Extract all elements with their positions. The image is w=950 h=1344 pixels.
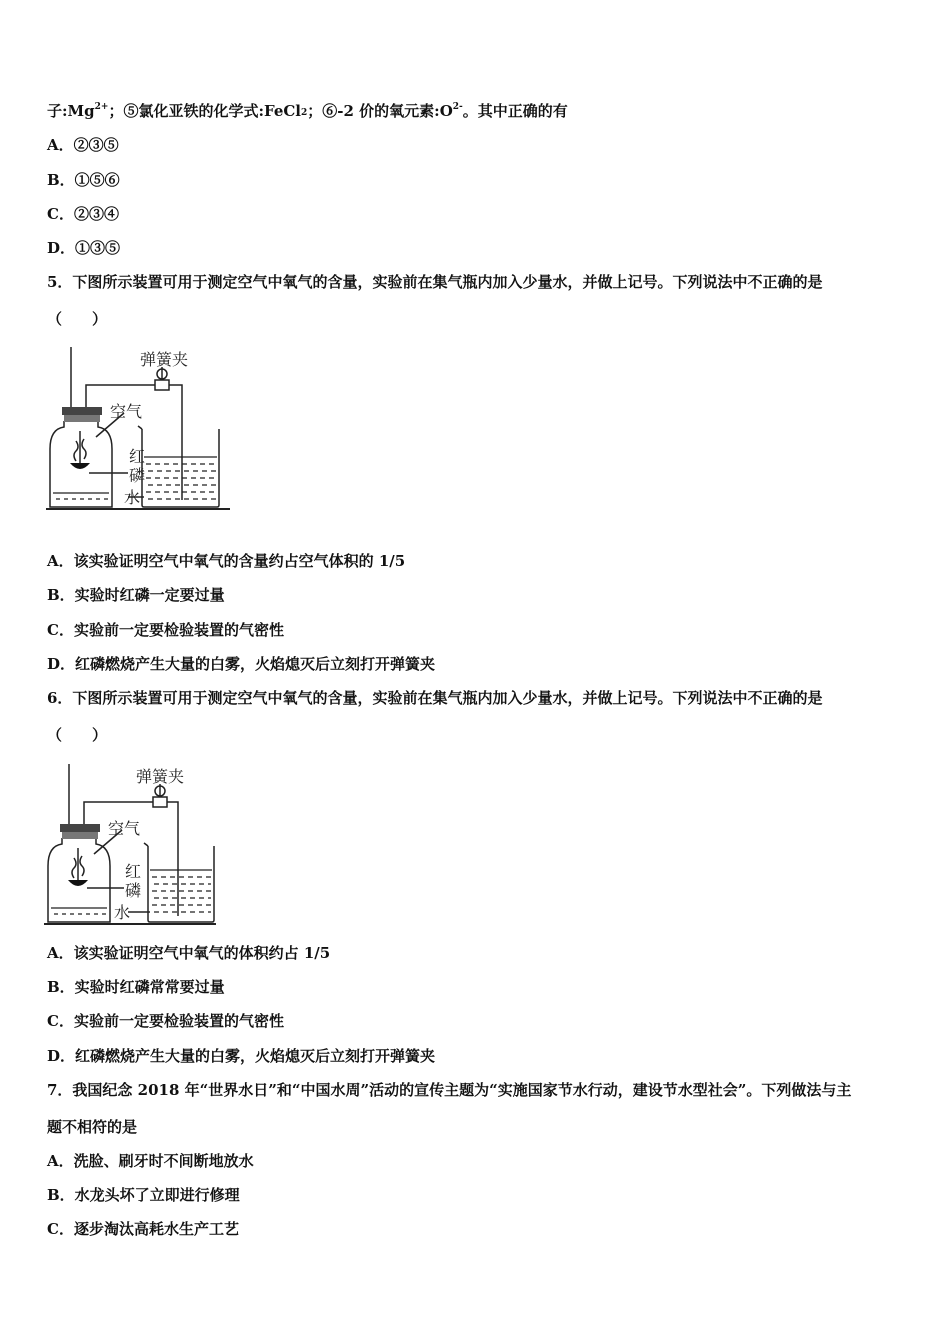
- q5-stem: 5．下图所示装置可用于测定空气中氧气的含量，实验前在集气瓶内加入少量水，并做上记号。下列说法中不正确的是: [47, 273, 823, 291]
- q6-paren: （ ）: [47, 726, 108, 744]
- q5-option-c: C．实验前一定要检验装置的气密性: [47, 621, 284, 639]
- label-air: 空气: [108, 819, 141, 838]
- q6-option-a: A．该实验证明空气中氧气的体积约占 1/5: [47, 944, 331, 962]
- q7-option-c: C．逐步淘汰高耗水生产工艺: [47, 1220, 239, 1238]
- label-water: 水: [114, 903, 131, 922]
- q4-text-2: ；⑤氯化亚铁的化学式:FeCl: [108, 102, 302, 120]
- q4-text-3: ；⑥-2 价的氧元素:O: [307, 102, 453, 120]
- q4-text-1: 子:Mg: [47, 102, 95, 120]
- label-spring-clip: 弹簧夹: [136, 767, 185, 786]
- q4-option-b: B．①⑤⑥: [47, 171, 120, 189]
- q5-option-b: B．实验时红磷一定要过量: [47, 586, 225, 604]
- label-spring-clip: 弹簧夹: [140, 350, 189, 369]
- q6-option-b: B．实验时红磷常常要过量: [47, 978, 225, 996]
- q7-option-b: B．水龙头坏了立即进行修理: [47, 1186, 240, 1204]
- q5-option-d: D．红磷燃烧产生大量的白雾，火焰熄灭后立刻打开弹簧夹: [47, 655, 436, 673]
- q6-stem: 6．下图所示装置可用于测定空气中氧气的含量，实验前在集气瓶内加入少量水，并做上记号。下列说法中不正确的是: [47, 689, 823, 707]
- q4-option-a: A．②③⑤: [47, 136, 119, 154]
- q5-paren: （ ）: [47, 310, 108, 328]
- q4-sub-1: 2: [301, 108, 308, 118]
- label-air: 空气: [110, 402, 143, 421]
- q7-stem-line2: 题不相符的是: [47, 1118, 138, 1136]
- label-hong: 红: [129, 447, 146, 466]
- q4-option-c: C．②③④: [47, 205, 119, 223]
- q4-text-4: 。其中正确的有: [462, 102, 568, 120]
- q5-apparatus-figure: [44, 345, 234, 519]
- q4-sup-1: 2+: [94, 102, 109, 112]
- q6-option-c: C．实验前一定要检验装置的气密性: [47, 1012, 284, 1030]
- q7-option-a: A．洗脸、刷牙时不间断地放水: [47, 1152, 254, 1170]
- label-hong: 红: [125, 862, 142, 881]
- q4-sup-2: 2-: [452, 102, 463, 112]
- label-lin: 磷: [125, 881, 142, 900]
- label-lin: 磷: [129, 466, 146, 485]
- q6-apparatus-figure: [44, 760, 234, 934]
- q7-stem-line1: 7．我国纪念 2018 年“世界水日”和“中国水周”活动的宣传主题为“实施国家节水行动，建设节水型社会”。下列做法与主: [47, 1081, 852, 1099]
- q4-tail-line: [47, 101, 568, 121]
- q6-option-d: D．红磷燃烧产生大量的白雾，火焰熄灭后立刻打开弹簧夹: [47, 1047, 436, 1065]
- q4-option-d: D．①③⑤: [47, 239, 121, 257]
- q5-option-a: A．该实验证明空气中氧气的含量约占空气体积的 1/5: [47, 552, 406, 570]
- label-water: 水: [124, 488, 141, 507]
